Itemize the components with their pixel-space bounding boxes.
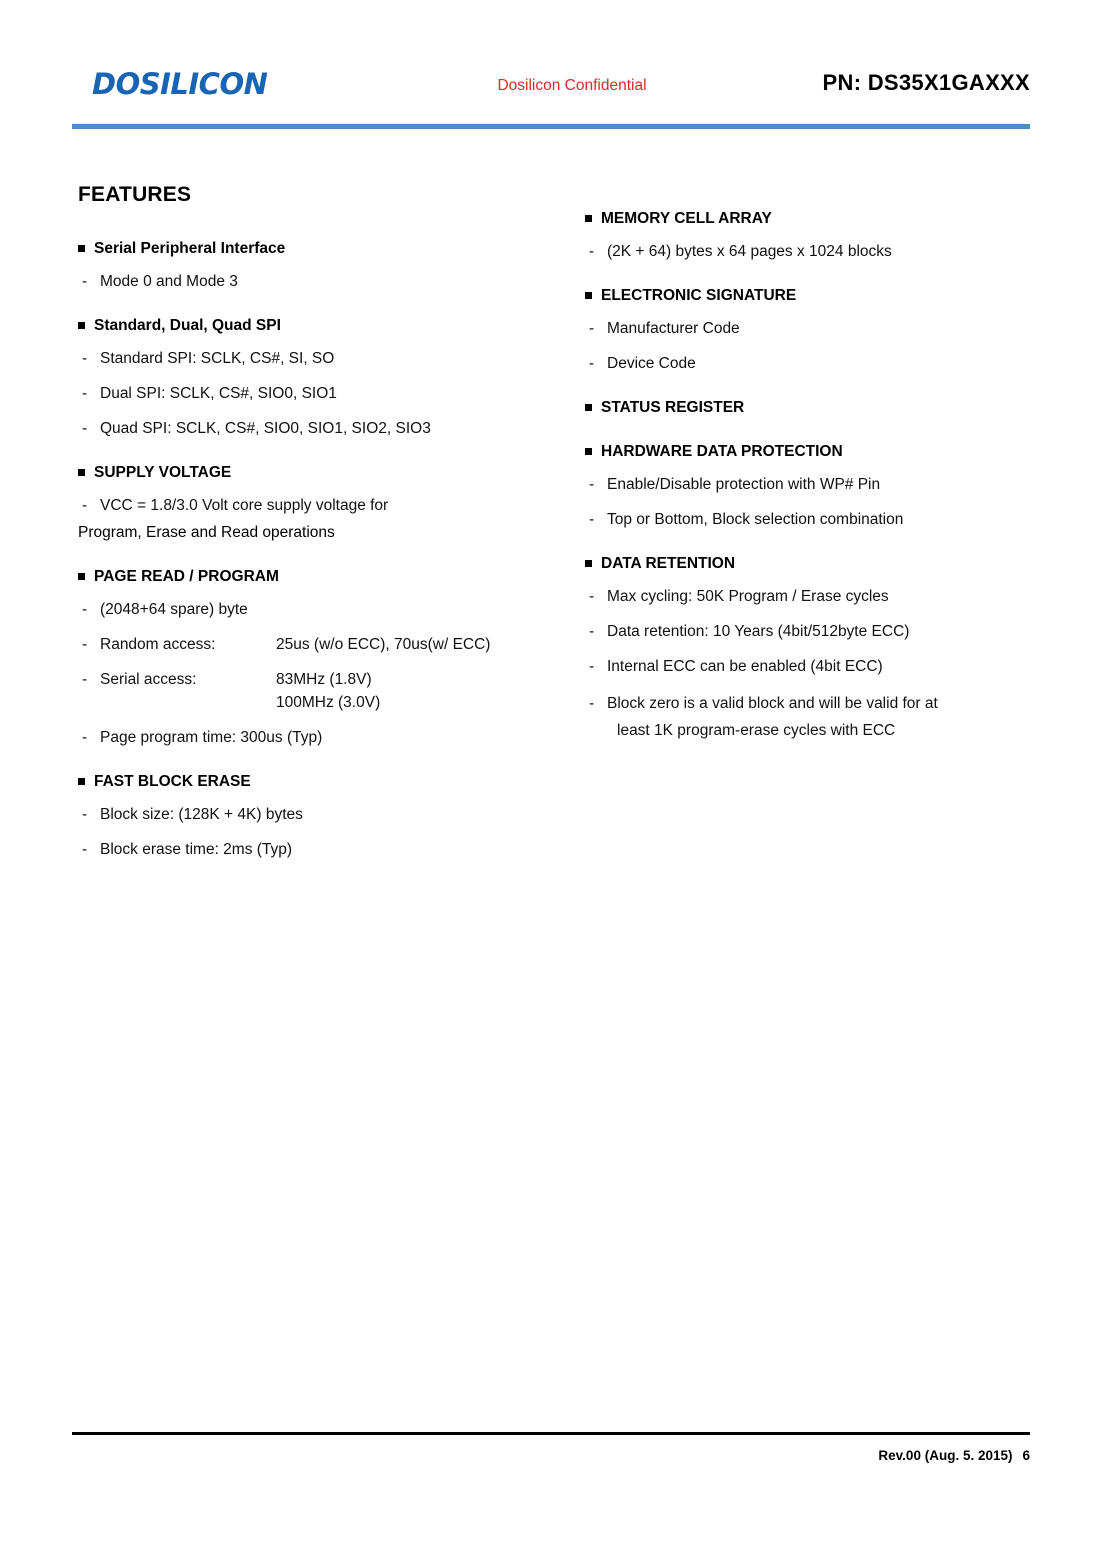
dash-icon: -	[589, 476, 595, 493]
feature-item-text: Max cycling: 50K Program / Erase cycles	[607, 588, 889, 605]
page-number: 6	[1022, 1448, 1030, 1463]
feature-item	[585, 655, 1045, 678]
square-bullet-icon	[78, 322, 85, 329]
square-bullet-icon	[585, 448, 592, 455]
page-title: FEATURES	[78, 183, 192, 206]
dash-icon: -	[589, 320, 595, 337]
feature-item-text-line1: Block zero is a valid block and will be valid for at	[607, 695, 938, 712]
feature-group-heading	[585, 285, 1045, 307]
revision-text: Rev.00 (Aug. 5. 2015)	[878, 1448, 1013, 1463]
serial-access-value-1v8: 83MHz (1.8V)	[276, 671, 372, 688]
feature-item	[585, 473, 1045, 496]
feature-item	[78, 382, 548, 405]
dash-icon: -	[82, 601, 88, 618]
feature-item-text: Data retention: 10 Years (4bit/512byte ECC)	[607, 623, 910, 640]
feature-item-text: Device Code	[607, 355, 696, 372]
dash-icon: -	[82, 636, 88, 653]
feature-group-heading-text: FAST BLOCK ERASE	[94, 773, 251, 790]
dash-icon: -	[589, 355, 595, 372]
feature-item-random-access	[78, 633, 548, 656]
feature-item-continuation: Program, Erase and Read operations	[78, 524, 335, 541]
feature-group-heading	[78, 315, 548, 337]
feature-item	[78, 270, 548, 293]
square-bullet-icon	[78, 573, 85, 580]
dash-icon: -	[82, 385, 88, 402]
feature-group-heading-text: Serial Peripheral Interface	[94, 240, 286, 257]
feature-group-heading	[585, 441, 1045, 463]
square-bullet-icon	[78, 469, 85, 476]
feature-group-supply-voltage	[78, 462, 548, 544]
dash-icon: -	[82, 806, 88, 823]
feature-item	[585, 620, 1045, 643]
feature-item	[585, 585, 1045, 608]
feature-item-text: VCC = 1.8/3.0 Volt core supply voltage for	[100, 497, 389, 514]
random-access-value: 25us (w/o ECC), 70us(w/ ECC)	[276, 636, 491, 653]
feature-item	[78, 598, 548, 621]
dash-icon: -	[82, 350, 88, 367]
feature-group-heading-text: MEMORY CELL ARRAY	[601, 210, 772, 227]
dash-icon: -	[589, 243, 595, 260]
feature-group-fast-block-erase	[78, 771, 548, 861]
feature-group-memory-cell-array	[585, 208, 1045, 263]
feature-group-heading-text: HARDWARE DATA PROTECTION	[601, 443, 843, 460]
feature-group-heading-text: DATA RETENTION	[601, 555, 736, 572]
feature-item	[78, 838, 548, 861]
feature-group-page-read-program	[78, 566, 548, 749]
dash-icon: -	[82, 420, 88, 437]
confidential-notice: Dosilicon Confidential	[497, 77, 647, 94]
dash-icon: -	[82, 841, 88, 858]
feature-group-heading-text: SUPPLY VOLTAGE	[94, 464, 232, 481]
feature-item-text: Dual SPI: SCLK, CS#, SIO0, SIO1	[100, 385, 337, 402]
feature-item-text: (2048+64 spare) byte	[100, 601, 248, 618]
feature-item-page-program-time	[78, 726, 548, 749]
header-divider	[72, 124, 1030, 129]
feature-item-text: Internal ECC can be enabled (4bit ECC)	[607, 658, 883, 675]
feature-item-text: Block size: (128K + 4K) bytes	[100, 806, 303, 823]
feature-item-block-zero	[585, 690, 1045, 744]
dash-icon: -	[589, 588, 595, 605]
feature-item	[78, 417, 548, 440]
page-footer	[878, 1448, 1030, 1463]
feature-group-heading-text: ELECTRONIC SIGNATURE	[601, 287, 797, 304]
dash-icon: -	[82, 729, 88, 746]
feature-item	[585, 352, 1045, 375]
feature-item-text: Standard SPI: SCLK, CS#, SI, SO	[100, 350, 335, 367]
feature-group-heading	[585, 553, 1045, 575]
feature-item	[78, 494, 548, 517]
dash-icon: -	[589, 623, 595, 640]
feature-group-heading	[585, 208, 1045, 230]
page-header	[72, 62, 1030, 124]
serial-access-value-3v0: 100MHz (3.0V)	[276, 694, 381, 711]
feature-group-heading	[78, 462, 548, 484]
dash-icon: -	[589, 658, 595, 675]
feature-item-text: Enable/Disable protection with WP# Pin	[607, 476, 881, 493]
features-left-column	[78, 238, 548, 883]
part-number: PN: DS35X1GAXXX	[822, 70, 1030, 95]
dash-icon: -	[82, 273, 88, 290]
dash-icon: -	[82, 497, 88, 514]
square-bullet-icon	[78, 245, 85, 252]
random-access-label: Random access:	[100, 636, 216, 653]
features-right-column	[585, 208, 1045, 766]
square-bullet-icon	[78, 778, 85, 785]
feature-group-heading-text: PAGE READ / PROGRAM	[94, 568, 279, 585]
dash-icon: -	[589, 695, 595, 712]
feature-group-heading	[78, 771, 548, 793]
feature-group-heading	[78, 238, 548, 260]
feature-item	[585, 508, 1045, 531]
feature-group-electronic-signature	[585, 285, 1045, 375]
square-bullet-icon	[585, 215, 592, 222]
feature-item-text: (2K + 64) bytes x 64 pages x 1024 blocks	[607, 243, 892, 260]
dash-icon: -	[589, 511, 595, 528]
feature-group-data-retention	[585, 553, 1045, 744]
feature-group-heading	[585, 397, 1045, 419]
dash-icon: -	[82, 671, 88, 688]
feature-item-text: Block erase time: 2ms (Typ)	[100, 841, 293, 858]
feature-group-heading-text: Standard, Dual, Quad SPI	[94, 317, 281, 334]
feature-item-text: Mode 0 and Mode 3	[100, 273, 238, 290]
square-bullet-icon	[585, 292, 592, 299]
feature-item	[585, 240, 1045, 263]
feature-group-standard-dual-quad-spi	[78, 315, 548, 440]
feature-item-serial-access	[78, 668, 548, 714]
feature-item-text-line2: least 1K program-erase cycles with ECC	[617, 722, 896, 739]
feature-item-text: Manufacturer Code	[607, 320, 740, 337]
feature-group-status-register	[585, 397, 1045, 419]
feature-item-text: Quad SPI: SCLK, CS#, SIO0, SIO1, SIO2, SIO3	[100, 420, 431, 437]
feature-group-serial-peripheral-interface	[78, 238, 548, 293]
footer-divider	[72, 1432, 1030, 1435]
feature-item	[78, 803, 548, 826]
feature-item-text: Page program time: 300us (Typ)	[100, 729, 323, 746]
feature-group-heading-text: STATUS REGISTER	[601, 399, 745, 416]
serial-access-label: Serial access:	[100, 671, 197, 688]
square-bullet-icon	[585, 404, 592, 411]
feature-item	[585, 317, 1045, 340]
feature-group-heading	[78, 566, 548, 588]
feature-item	[78, 347, 548, 370]
square-bullet-icon	[585, 560, 592, 567]
feature-item-text: Top or Bottom, Block selection combination	[607, 511, 904, 528]
feature-group-hardware-data-protection	[585, 441, 1045, 531]
dosilicon-logo: DOSILICON	[92, 67, 268, 101]
